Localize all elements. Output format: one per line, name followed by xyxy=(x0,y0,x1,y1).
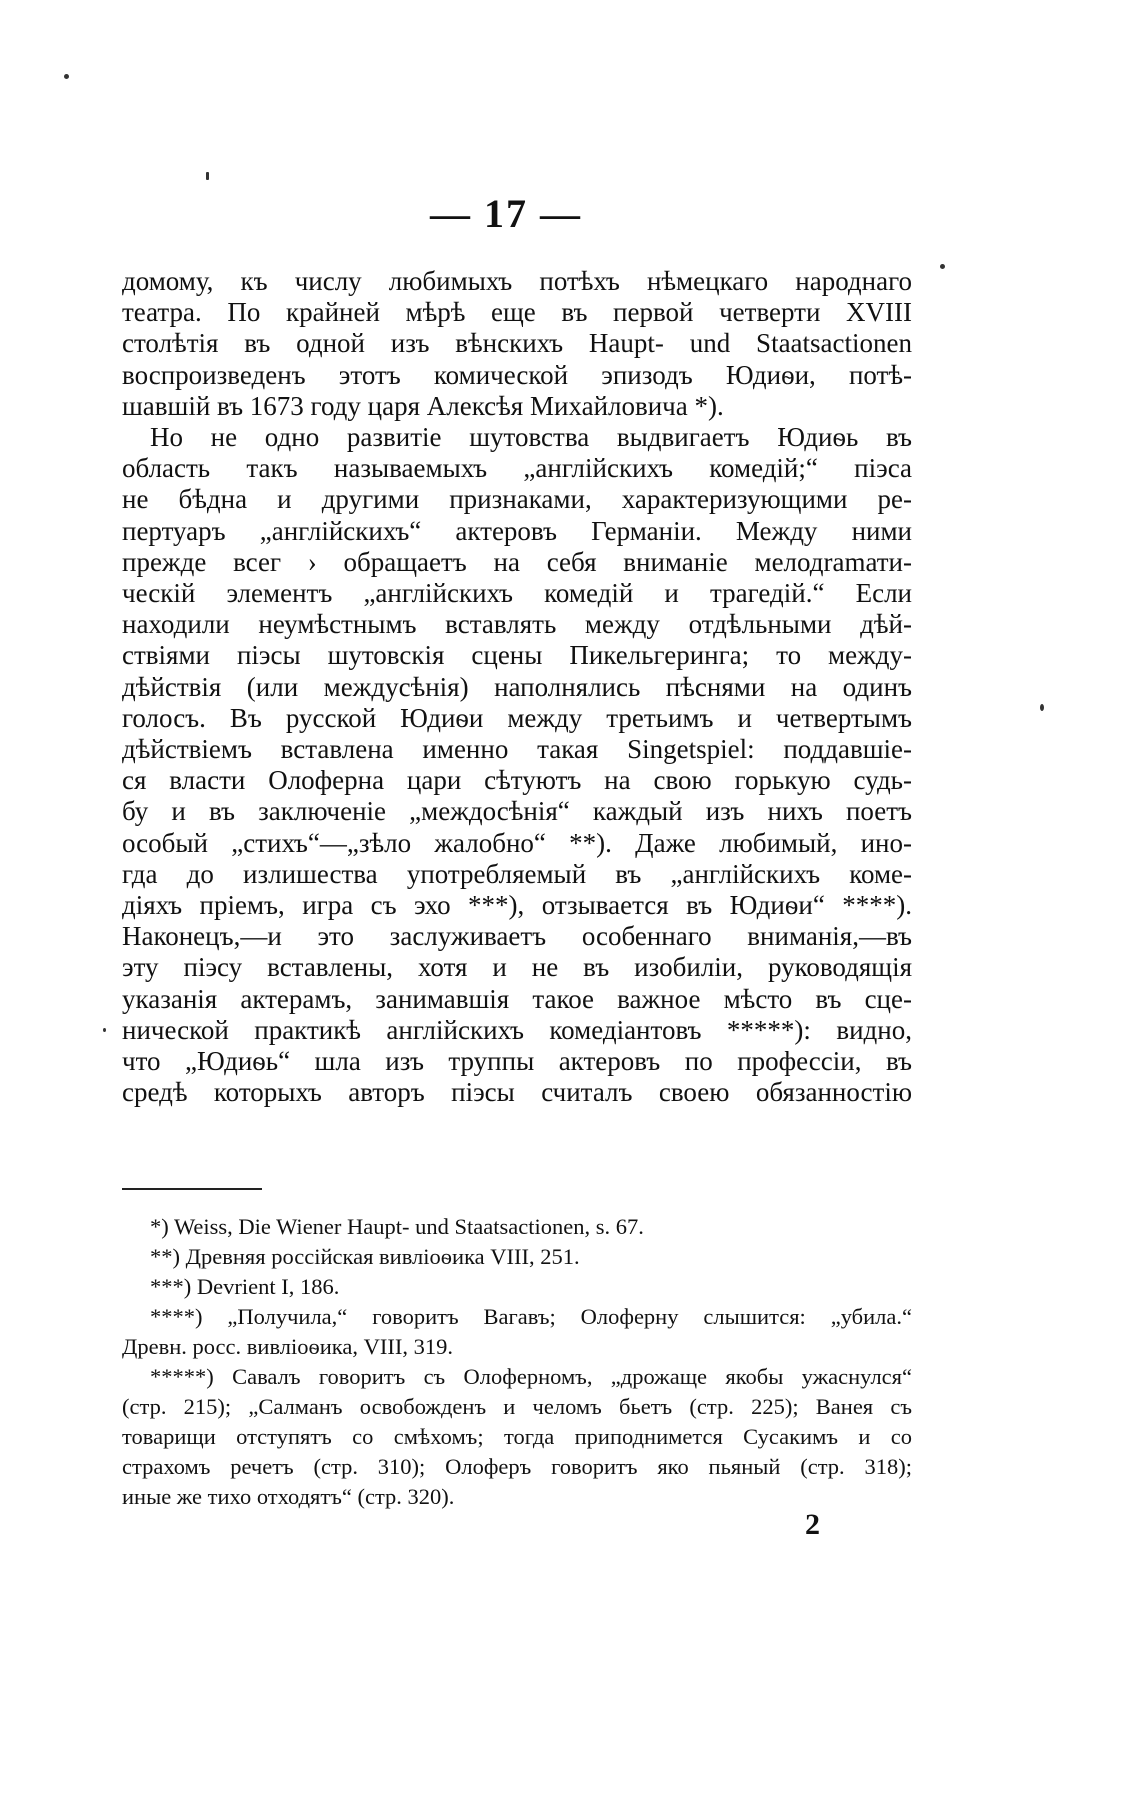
footnote-line: (стр. 215); „Салманъ освобожденъ и челомъ бьетъ (стр. 225); Ванея съ xyxy=(122,1394,912,1419)
scan-speck xyxy=(940,264,945,269)
text-line: бу и въ заключеніе „междосѣнія“ каждый изъ нихъ поетъ xyxy=(122,796,912,827)
body-text xyxy=(122,266,912,1108)
text-line: домому, къ числу любимыхъ потѣхъ нѣмецкаго народнаго xyxy=(122,266,912,296)
text-line: столѣтія въ одной изъ вѣнскихъ Haupt- und Staatsactionen xyxy=(122,328,912,359)
signature-mark: 2 xyxy=(805,1508,820,1541)
footnote-line: ****) „Получила,“ говоритъ Вагавъ; Олоферну слышится: „убила.“ xyxy=(150,1304,912,1329)
text-line: что „Юдиѳь“ шла изъ труппы актеровъ по професcіи, въ xyxy=(122,1046,912,1077)
text-line: шавшій въ 1673 году царя Алексѣя Михайловича *). xyxy=(122,390,724,421)
text-line: средѣ которыхъ авторъ піэсы считалъ своею обязанностію xyxy=(122,1077,912,1108)
scan-speck xyxy=(103,1028,106,1032)
footnote-line: Древн. росс. вивліоѳика, VIII, 319. xyxy=(122,1334,453,1359)
footnotes xyxy=(122,1212,912,1512)
text-line: Но не одно развитіе шутовства выдвигаетъ Юдиѳь въ xyxy=(150,422,912,453)
page-number: — 17 — xyxy=(430,191,582,236)
scan-speck xyxy=(1040,704,1044,711)
footnote-line: ***) Devrient I, 186. xyxy=(150,1274,340,1299)
text-line: дѣйствіемъ вставлена именно такая Singetspiel: поддавшіе- xyxy=(122,734,912,765)
text-line: прежде всег › обращаетъ на себя вниманіе мелодramати- xyxy=(122,546,912,577)
text-line: особый „стихъ“—„зѣло жалобно“ **). Даже любимый, ино- xyxy=(122,827,912,858)
scan-speck xyxy=(206,172,209,180)
text-line: эту піэсу вставлены, хотя и не въ изобиліи, руководящія xyxy=(122,952,912,983)
text-line: ся власти Олоферна цари сѣтуютъ на свою горькую судь- xyxy=(122,765,912,796)
text-line: указанія актерамъ, занимавшія такое важное мѣсто въ сце- xyxy=(122,983,912,1014)
text-line: дѣйствія (или междусѣнія) наполнялись пѣснями на одинъ xyxy=(122,671,912,702)
text-line: театра. По крайней мѣрѣ еще въ первой четверти XVIII xyxy=(122,297,912,328)
text-line: Наконецъ,—и это заслуживаетъ особеннаго вниманія,—въ xyxy=(122,921,912,952)
text-line: находили неумѣстнымъ вставлять между отдѣльными дѣй- xyxy=(122,609,912,640)
footnote-line: страхомъ речетъ (стр. 310); Олоферъ говоритъ яко пьяный (стр. 318); xyxy=(122,1454,912,1479)
footnote-line: *) Weiss, Die Wiener Haupt- und Staatsactionen, s. 67. xyxy=(150,1214,644,1239)
text-line: голосъ. Въ русской Юдиѳи между третьимъ и четвертымъ xyxy=(122,702,912,733)
scan-speck xyxy=(64,74,69,79)
text-line: гда до излишества употребляемый въ „англійскихъ коме- xyxy=(122,858,912,889)
text-line: область такъ называемыхъ „англійскихъ комедій;“ піэса xyxy=(122,453,912,484)
text-line: пертуаръ „англійскихъ“ актеровъ Германіи. Между ними xyxy=(122,515,912,546)
footnote-line: иные же тихо отходятъ“ (стр. 320). xyxy=(122,1484,455,1509)
footnote-line: **) Древняя россійская вивліоѳика VIII, 251. xyxy=(150,1244,580,1269)
footnote-line: *****) Савалъ говоритъ съ Олоферномъ, „дрожаще якобы ужаснулся“ xyxy=(150,1364,912,1389)
text-line: нической практикѣ англійскихъ комедіантовъ *****): видно, xyxy=(122,1014,912,1045)
footnote-rule xyxy=(122,1188,262,1190)
text-line: діяхъ пріемъ, игра съ эхо ***), отзывается въ Юдиѳи“ ****). xyxy=(122,890,912,921)
footnote-line: товарищи отступятъ со смѣхомъ; тогда приподнимется Сусакимъ и со xyxy=(122,1424,912,1449)
text-line: воспроизведенъ этотъ комической эпизодъ Юдиѳи, потѣ- xyxy=(122,359,912,390)
text-line: ческій элементъ „англійскихъ комедій и трагедій.“ Если xyxy=(122,578,912,609)
text-line: не бѣдна и другими признаками, характеризующими ре- xyxy=(122,484,912,515)
text-line: ствіями піэсы шутовскія сцены Пикельгеринга; то между- xyxy=(122,640,912,671)
